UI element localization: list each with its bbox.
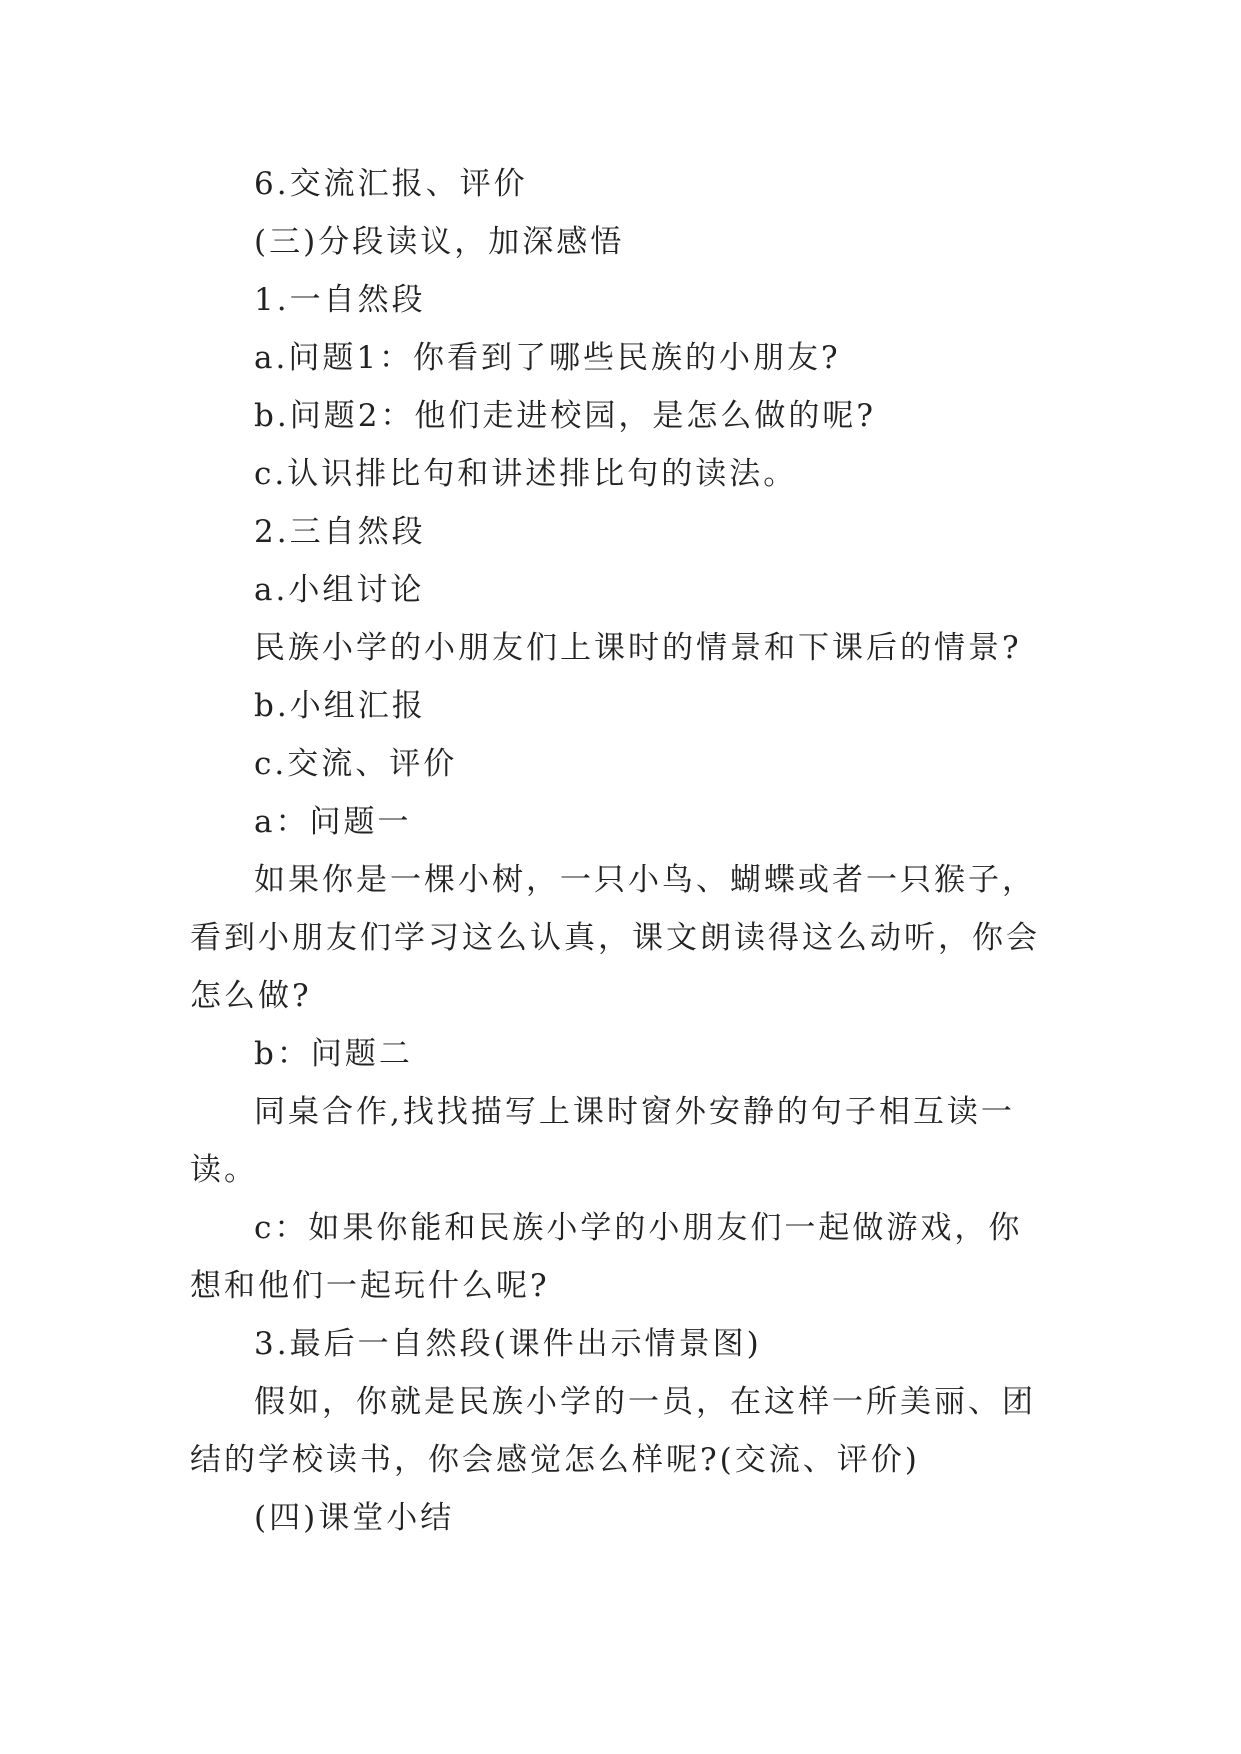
paragraph-discussion-topic: 民族小学的小朋友们上课时的情景和下课后的情景?: [254, 630, 1022, 666]
paragraph-question-2: b.问题2：他们走进校园，是怎么做的呢?: [254, 398, 877, 434]
paragraph-exchange: c.交流、评价: [254, 746, 458, 782]
paragraph-group-discussion: a.小组讨论: [254, 572, 425, 608]
paragraph-part-2: 2.三自然段: [254, 514, 426, 550]
paragraph-parallelism: c.认识排比句和讲述排比句的读法。: [254, 456, 798, 492]
paragraph-part-1: 1.一自然段: [254, 282, 426, 318]
paragraph-question-c: c：如果你能和民族小学的小朋友们一起做游戏，你想和他们一起玩什么呢?: [190, 1210, 1023, 1304]
paragraph-imagine: 假如，你就是民族小学的一员，在这样一所美丽、团结的学校读书，你会感觉怎么样呢?(交流、评价): [190, 1384, 1036, 1478]
section-heading-4: (四)课堂小结: [254, 1500, 455, 1536]
paragraph-group-report: b.小组汇报: [254, 688, 426, 724]
paragraph-question-b: b：问题二: [254, 1036, 413, 1072]
section-heading-3: (三)分段读议，加深感悟: [254, 224, 625, 260]
paragraph-question-1: a.问题1：你看到了哪些民族的小朋友?: [254, 340, 841, 376]
paragraph-part-3: 3.最后一自然段(课件出示情景图): [254, 1326, 762, 1362]
document-body: [190, 155, 1050, 1547]
paragraph-question-b-body: 同桌合作,找找描写上课时窗外安静的句子相互读一读。: [190, 1094, 1015, 1188]
paragraph-step-6: 6.交流汇报、评价: [254, 166, 528, 202]
paragraph-question-a: a：问题一: [254, 804, 412, 840]
paragraph-question-a-body: 如果你是一棵小树，一只小鸟、蝴蝶或者一只猴子，看到小朋友们学习这么认真，课文朗读得这么动听，你会怎么做?: [190, 862, 1040, 1014]
